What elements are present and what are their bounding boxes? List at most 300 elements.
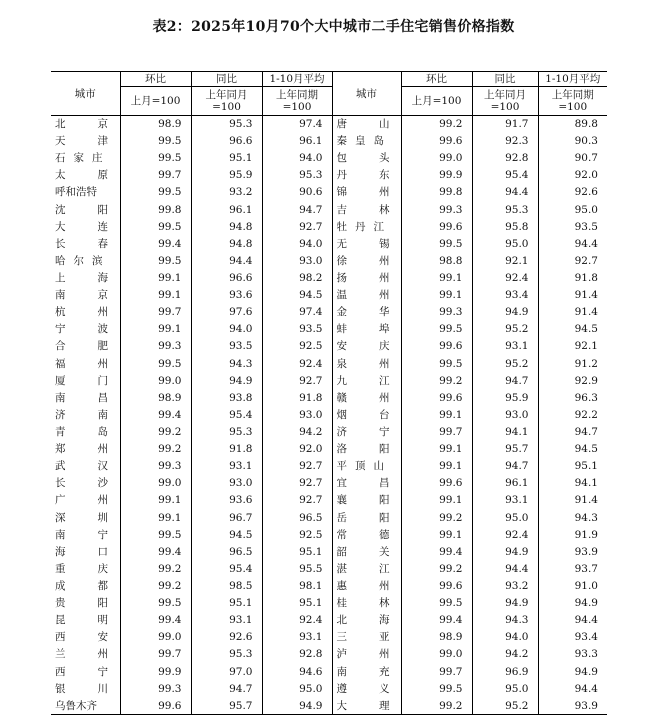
mom-value: 99.1 [120, 509, 191, 526]
table-row [51, 218, 607, 235]
avg-value: 93.0 [262, 252, 332, 269]
mom-value: 99.7 [120, 646, 191, 663]
yoy-value: 95.9 [472, 389, 538, 406]
city-name: 遵义 [336, 682, 422, 695]
mom-value: 99.1 [120, 492, 191, 509]
city-cell [51, 475, 140, 492]
mom-value: 99.4 [120, 406, 191, 423]
avg-value: 93.0 [262, 406, 332, 423]
table-row [51, 509, 607, 526]
city-name: 温州 [336, 289, 422, 302]
city-cell [51, 269, 140, 286]
avg-value: 94.9 [538, 663, 607, 680]
table-row [51, 235, 607, 252]
city-cell [51, 509, 140, 526]
avg-value: 98.2 [262, 269, 332, 286]
yoy-value: 91.7 [472, 116, 538, 133]
mom-subheader-left: 上月=100 [120, 87, 191, 116]
yoy-value: 94.3 [191, 355, 262, 372]
mom-value: 99.1 [120, 321, 191, 338]
table-row [51, 492, 607, 509]
mom-value: 99.4 [401, 543, 472, 560]
avg-value: 91.0 [538, 577, 607, 594]
city-name: 兰州 [55, 648, 140, 661]
yoy-value: 94.2 [472, 646, 538, 663]
mom-value: 99.2 [401, 560, 472, 577]
mom-value: 99.0 [401, 150, 472, 167]
city-name: 北京 [55, 118, 140, 131]
city-cell [51, 612, 140, 629]
yoy-value: 94.1 [472, 423, 538, 440]
city-cell [51, 458, 140, 475]
avg-value: 92.5 [262, 338, 332, 355]
yoy-value: 96.1 [191, 201, 262, 218]
city-name: 呼和浩特 [55, 186, 97, 199]
yoy-value: 95.4 [191, 406, 262, 423]
table-row [51, 646, 607, 663]
yoy-value: 93.1 [191, 458, 262, 475]
city-cell [51, 646, 140, 663]
city-name: 泸州 [336, 648, 422, 661]
table-row [51, 304, 607, 321]
city-cell [332, 338, 422, 355]
city-name: 牡丹江 [336, 220, 392, 233]
avg-value: 92.0 [262, 441, 332, 458]
city-cell [332, 218, 401, 235]
city-name: 天津 [55, 135, 140, 148]
avg-value: 92.7 [262, 458, 332, 475]
yoy-value: 93.2 [472, 577, 538, 594]
yoy-value: 93.1 [472, 338, 538, 355]
city-cell [51, 680, 140, 697]
avg-value: 94.0 [262, 235, 332, 252]
city-cell [332, 372, 422, 389]
city-name: 赣州 [336, 391, 422, 404]
city-cell [51, 663, 140, 680]
yoy-value: 94.7 [472, 458, 538, 475]
mom-value: 99.5 [120, 252, 191, 269]
avg-value: 92.4 [262, 355, 332, 372]
city-cell [51, 184, 120, 201]
mom-header-right: 环比 [401, 72, 472, 87]
yoy-value: 95.4 [472, 167, 538, 184]
city-name: 武汉 [55, 460, 140, 473]
city-name: 银川 [55, 682, 140, 695]
mom-value: 99.0 [401, 646, 472, 663]
yoy-value: 94.4 [472, 184, 538, 201]
mom-value: 99.6 [401, 389, 472, 406]
city-name: 吉林 [336, 203, 422, 216]
price-index-table [51, 71, 607, 715]
avg-value: 91.8 [538, 269, 607, 286]
mom-value: 99.7 [401, 663, 472, 680]
avg-subheader-right: 上年同期 =100 [538, 87, 607, 116]
table-row [51, 577, 607, 594]
city-name: 秦皇岛 [336, 135, 392, 148]
city-name: 宁波 [55, 323, 140, 336]
yoy-value: 96.1 [472, 475, 538, 492]
city-name: 常德 [336, 528, 422, 541]
city-cell [51, 167, 140, 184]
city-name: 扬州 [336, 272, 422, 285]
mom-value: 99.2 [401, 509, 472, 526]
yoy-value: 95.3 [191, 646, 262, 663]
city-name: 哈尔滨 [55, 254, 111, 267]
mom-value: 99.3 [120, 338, 191, 355]
yoy-value: 95.2 [472, 355, 538, 372]
city-name: 乌鲁木齐 [55, 699, 97, 712]
table-row [51, 441, 607, 458]
city-name: 青岛 [55, 426, 140, 439]
city-name: 唐山 [336, 118, 422, 131]
avg-value: 92.9 [538, 372, 607, 389]
avg-value: 93.9 [538, 543, 607, 560]
table-row [51, 116, 607, 133]
city-name: 贵阳 [55, 597, 140, 610]
city-cell [51, 304, 140, 321]
mom-value: 99.7 [401, 423, 472, 440]
city-cell [332, 167, 422, 184]
city-cell [332, 595, 422, 612]
yoy-value: 94.4 [191, 252, 262, 269]
avg-header-left: 1-10月平均 [262, 72, 332, 87]
yoy-value: 94.9 [472, 304, 538, 321]
mom-value: 99.2 [120, 577, 191, 594]
city-name: 昆明 [55, 614, 140, 627]
yoy-value: 95.9 [191, 167, 262, 184]
city-cell [332, 116, 422, 133]
avg-value: 94.0 [262, 150, 332, 167]
city-cell [51, 526, 140, 543]
city-cell [51, 116, 140, 133]
yoy-value: 94.0 [191, 321, 262, 338]
city-name: 安庆 [336, 340, 422, 353]
avg-value: 91.8 [262, 389, 332, 406]
city-cell [332, 475, 422, 492]
city-name: 济宁 [336, 426, 422, 439]
yoy-value: 96.6 [191, 133, 262, 150]
city-cell [51, 406, 140, 423]
city-name: 三亚 [336, 631, 422, 644]
avg-value: 93.9 [538, 697, 607, 714]
yoy-value: 94.3 [472, 612, 538, 629]
mom-value: 99.4 [120, 612, 191, 629]
avg-value: 95.5 [262, 560, 332, 577]
yoy-value: 92.8 [472, 150, 538, 167]
city-name: 岳阳 [336, 511, 422, 524]
table-row [51, 201, 607, 218]
mom-value: 99.7 [120, 167, 191, 184]
city-name: 海口 [55, 545, 140, 558]
mom-value: 99.5 [120, 184, 191, 201]
city-cell [332, 423, 422, 440]
yoy-value: 95.0 [472, 680, 538, 697]
city-name: 深圳 [55, 511, 140, 524]
mom-value: 99.3 [120, 680, 191, 697]
city-name: 桂林 [336, 597, 422, 610]
yoy-subheader-left: 上年同月 =100 [191, 87, 262, 116]
yoy-value: 94.7 [472, 372, 538, 389]
city-cell [51, 389, 140, 406]
yoy-value: 96.5 [191, 543, 262, 560]
avg-value: 94.7 [538, 423, 607, 440]
city-cell [51, 543, 140, 560]
table-row [51, 338, 607, 355]
table-row [51, 560, 607, 577]
table-row [51, 355, 607, 372]
mom-value: 99.6 [401, 577, 472, 594]
city-name: 烟台 [336, 408, 422, 421]
avg-value: 98.1 [262, 577, 332, 594]
city-name: 重庆 [55, 562, 140, 575]
mom-value: 99.1 [120, 269, 191, 286]
avg-value: 89.8 [538, 116, 607, 133]
avg-value: 97.4 [262, 116, 332, 133]
city-name: 福州 [55, 357, 140, 370]
mom-subheader-right: 上月=100 [401, 87, 472, 116]
avg-value: 95.1 [538, 458, 607, 475]
avg-value: 95.1 [262, 595, 332, 612]
city-cell [332, 697, 422, 714]
city-cell [332, 133, 401, 150]
city-name: 九江 [336, 374, 422, 387]
avg-value: 97.4 [262, 304, 332, 321]
yoy-header-left: 同比 [191, 72, 262, 87]
yoy-subheader-right: 上年同月 =100 [472, 87, 538, 116]
yoy-value: 93.0 [191, 475, 262, 492]
city-cell [332, 441, 422, 458]
city-name: 西安 [55, 631, 140, 644]
city-name: 洛阳 [336, 443, 422, 456]
avg-value: 94.4 [538, 235, 607, 252]
city-cell [51, 321, 140, 338]
mom-value: 99.6 [401, 338, 472, 355]
mom-value: 99.6 [401, 218, 472, 235]
yoy-value: 92.1 [472, 252, 538, 269]
table-title: 表2：2025年10月70个大中城市二手住宅销售价格指数 [152, 19, 515, 35]
city-cell [332, 304, 422, 321]
city-cell [332, 252, 422, 269]
mom-value: 99.5 [401, 595, 472, 612]
avg-value: 96.3 [538, 389, 607, 406]
yoy-value: 94.0 [472, 629, 538, 646]
city-cell [51, 595, 140, 612]
mom-value: 99.1 [401, 492, 472, 509]
city-name: 南宁 [55, 528, 140, 541]
avg-value: 94.2 [262, 423, 332, 440]
mom-value: 99.5 [401, 355, 472, 372]
city-cell [51, 492, 140, 509]
yoy-value: 91.8 [191, 441, 262, 458]
city-cell [51, 577, 140, 594]
avg-value: 92.0 [538, 167, 607, 184]
avg-value: 93.3 [538, 646, 607, 663]
mom-value: 99.1 [401, 441, 472, 458]
avg-value: 96.5 [262, 509, 332, 526]
avg-value: 94.4 [538, 680, 607, 697]
yoy-value: 93.1 [472, 492, 538, 509]
yoy-value: 95.3 [191, 116, 262, 133]
mom-value: 99.0 [120, 629, 191, 646]
table-row [51, 680, 607, 697]
avg-subheader-left: 上年同期 =100 [262, 87, 332, 116]
city-name: 徐州 [336, 254, 422, 267]
mom-value: 99.2 [120, 423, 191, 440]
mom-value: 99.2 [120, 560, 191, 577]
mom-value: 99.1 [401, 287, 472, 304]
table-row [51, 167, 607, 184]
avg-value: 92.2 [538, 406, 607, 423]
city-name: 郑州 [55, 443, 140, 456]
city-cell [332, 355, 422, 372]
city-header-right: 城市 [332, 72, 401, 116]
avg-value: 94.5 [538, 321, 607, 338]
city-name: 广州 [55, 494, 140, 507]
yoy-value: 95.1 [191, 150, 262, 167]
city-cell [332, 629, 422, 646]
city-cell [332, 577, 422, 594]
avg-value: 90.3 [538, 133, 607, 150]
city-name: 南昌 [55, 391, 140, 404]
city-name: 厦门 [55, 374, 140, 387]
mom-value: 99.4 [120, 235, 191, 252]
yoy-value: 93.6 [191, 492, 262, 509]
city-name: 金华 [336, 306, 422, 319]
city-cell [332, 269, 422, 286]
avg-value: 92.4 [262, 612, 332, 629]
yoy-value: 96.9 [472, 663, 538, 680]
mom-value: 99.5 [401, 680, 472, 697]
city-cell [332, 150, 422, 167]
mom-value: 99.3 [120, 458, 191, 475]
avg-value: 92.6 [538, 184, 607, 201]
city-cell [332, 492, 422, 509]
avg-value: 91.4 [538, 492, 607, 509]
avg-value: 94.6 [262, 663, 332, 680]
avg-value: 95.0 [538, 201, 607, 218]
table-row [51, 133, 607, 150]
city-cell [332, 663, 422, 680]
avg-value: 95.1 [262, 543, 332, 560]
mom-value: 98.9 [120, 116, 191, 133]
table-row [51, 287, 607, 304]
city-cell [332, 680, 422, 697]
city-name: 长春 [55, 237, 140, 250]
yoy-value: 95.4 [191, 560, 262, 577]
table-row [51, 526, 607, 543]
mom-value: 99.5 [120, 133, 191, 150]
mom-value: 98.9 [401, 629, 472, 646]
avg-value: 93.7 [538, 560, 607, 577]
mom-value: 99.0 [120, 475, 191, 492]
mom-value: 99.2 [401, 372, 472, 389]
mom-value: 99.2 [401, 116, 472, 133]
avg-value: 92.5 [262, 526, 332, 543]
avg-value: 93.5 [262, 321, 332, 338]
mom-value: 99.4 [120, 543, 191, 560]
table-row [51, 595, 607, 612]
avg-value: 94.1 [538, 475, 607, 492]
mom-value: 99.1 [401, 269, 472, 286]
yoy-value: 95.7 [472, 441, 538, 458]
yoy-value: 95.2 [472, 697, 538, 714]
city-cell [332, 389, 422, 406]
city-name: 丹东 [336, 169, 422, 182]
mom-value: 99.1 [401, 458, 472, 475]
avg-value: 92.7 [538, 252, 607, 269]
yoy-value: 97.6 [191, 304, 262, 321]
yoy-value: 93.0 [472, 406, 538, 423]
city-name: 石家庄 [55, 152, 111, 165]
mom-value: 99.5 [401, 235, 472, 252]
table-row [51, 423, 607, 440]
city-name: 襄阳 [336, 494, 422, 507]
yoy-value: 98.5 [191, 577, 262, 594]
yoy-value: 93.6 [191, 287, 262, 304]
avg-value: 90.7 [538, 150, 607, 167]
city-cell [51, 441, 140, 458]
avg-value: 92.1 [538, 338, 607, 355]
avg-value: 91.4 [538, 287, 607, 304]
city-name: 南充 [336, 665, 422, 678]
city-cell [51, 133, 140, 150]
mom-value: 99.2 [401, 697, 472, 714]
mom-value: 99.1 [120, 287, 191, 304]
table-row [51, 372, 607, 389]
city-cell [51, 338, 140, 355]
mom-value: 99.5 [401, 321, 472, 338]
city-name: 沈阳 [55, 203, 140, 216]
avg-value: 92.7 [262, 218, 332, 235]
city-cell [332, 646, 422, 663]
yoy-value: 94.8 [191, 235, 262, 252]
city-cell [51, 560, 140, 577]
city-name: 上海 [55, 272, 140, 285]
avg-value: 91.4 [538, 304, 607, 321]
city-name: 太原 [55, 169, 140, 182]
yoy-value: 93.4 [472, 287, 538, 304]
yoy-value: 94.7 [191, 680, 262, 697]
avg-value: 94.9 [538, 595, 607, 612]
city-cell [51, 372, 140, 389]
city-name: 韶关 [336, 545, 422, 558]
city-cell [332, 526, 422, 543]
yoy-value: 94.4 [472, 560, 538, 577]
city-cell [332, 184, 422, 201]
city-cell [51, 629, 140, 646]
yoy-value: 92.6 [191, 629, 262, 646]
table-row [51, 150, 607, 167]
table-row [51, 458, 607, 475]
yoy-header-right: 同比 [472, 72, 538, 87]
city-cell [51, 150, 120, 167]
mom-value: 99.5 [120, 526, 191, 543]
city-cell [332, 560, 422, 577]
avg-value: 93.5 [538, 218, 607, 235]
city-name: 无锡 [336, 237, 422, 250]
avg-value: 92.7 [262, 475, 332, 492]
yoy-value: 95.0 [472, 509, 538, 526]
city-cell [332, 406, 422, 423]
mom-header-left: 环比 [120, 72, 191, 87]
yoy-value: 95.8 [472, 218, 538, 235]
yoy-value: 94.9 [472, 595, 538, 612]
city-cell [332, 287, 422, 304]
city-cell [332, 321, 422, 338]
city-name: 平顶山 [336, 460, 392, 473]
yoy-value: 92.4 [472, 269, 538, 286]
mom-value: 99.3 [401, 201, 472, 218]
